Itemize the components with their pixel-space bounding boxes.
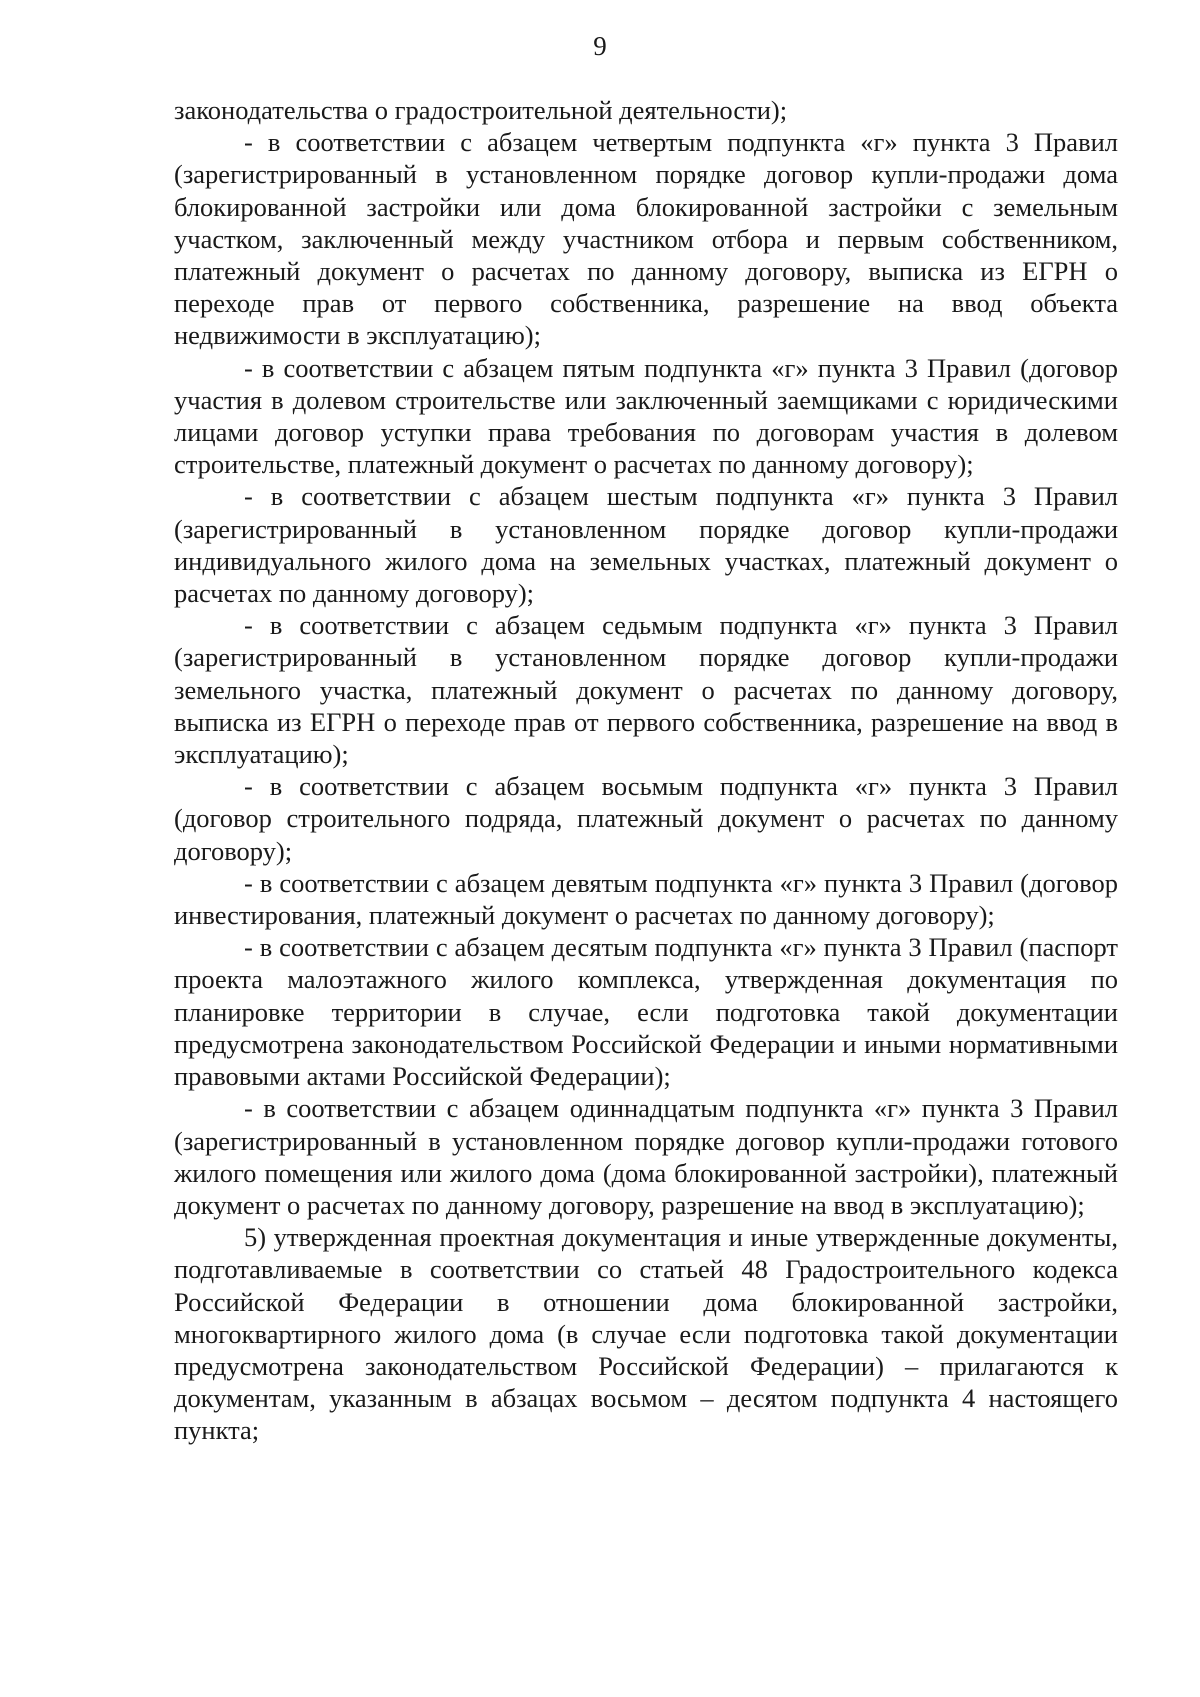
- paragraph-abzac-11: - в соответствии с абзацем одиннадцатым подпункта «г» пункта 3 Правил (зарегистрированный в установленном порядке договор купли-продажи готового жилого помещения или жилого дома (дома блокированной застройки), платежный документ о расчетах по данному договору, разрешение на ввод в эксплуатацию);: [174, 1093, 1118, 1220]
- paragraph-item-5: 5) утвержденная проектная документация и иные утвержденные документы, подготавливаемые в соответствии со статьей 48 Градостроительного кодекса Российской Федерации в отношении дома блокированной застройки, многоквартирного жилого дома (в случае если подготовка такой документации предусмотрена законодательством Российской Федерации) – прилагаются к документам, указанным в абзацах восьмом – десятом подпункта 4 настоящего пункта;: [174, 1222, 1118, 1446]
- paragraph-abzac-6: - в соответствии с абзацем шестым подпункта «г» пункта 3 Правил (зарегистрированный в установленном порядке договор купли-продажи индивидуального жилого дома на земельных участках, платежный документ о расчетах по данному договору);: [174, 481, 1118, 609]
- paragraph-abzac-10: - в соответствии с абзацем десятым подпункта «г» пункта 3 Правил (паспорт проекта малоэтажного жилого комплекса, утвержденная документация по планировке территории в случае, если подготовка такой документации предусмотрена законодательством Российской Федерации и иными нормативными правовыми актами Российской Федерации);: [174, 932, 1118, 1092]
- paragraph-abzac-5: - в соответствии с абзацем пятым подпункта «г» пункта 3 Правил (договор участия в долевом строительстве или заключенный заемщиками с юридическими лицами договор уступки права требования по договорам участия в долевом строительстве, платежный документ о расчетах по данному договору);: [174, 352, 1118, 480]
- paragraph-abzac-9: - в соответствии с абзацем девятым подпункта «г» пункта 3 Правил (договор инвестирования, платежный документ о расчетах по данному договору);: [174, 867, 1118, 931]
- paragraph-abzac-7: - в соответствии с абзацем седьмым подпункта «г» пункта 3 Правил (зарегистрированный в установленном порядке договор купли-продажи земельного участка, платежный документ о расчетах по данному договору, выписка из ЕГРН о переходе прав от первого собственника, разрешение на ввод в эксплуатацию);: [174, 610, 1118, 770]
- document-body: [174, 94, 1118, 1447]
- page-number: 9: [593, 31, 607, 61]
- paragraph-abzac-4: - в соответствии с абзацем четвертым подпункта «г» пункта 3 Правил (зарегистрированный в установленном порядке договор купли-продажи дома блокированной застройки или дома блокированной застройки с земельным участком, заключенный между участником отбора и первым собственником, платежный документ о расчетах по данному договору, выписка из ЕГРН о переходе прав от первого собственника, разрешение на ввод объекта недвижимости в эксплуатацию);: [174, 127, 1118, 351]
- paragraph-continuation: законодательства о градостроительной деятельности);: [174, 95, 788, 125]
- paragraph-abzac-8: - в соответствии с абзацем восьмым подпункта «г» пункта 3 Правил (договор строительного подряда, платежный документ о расчетах по данному договору);: [174, 771, 1118, 866]
